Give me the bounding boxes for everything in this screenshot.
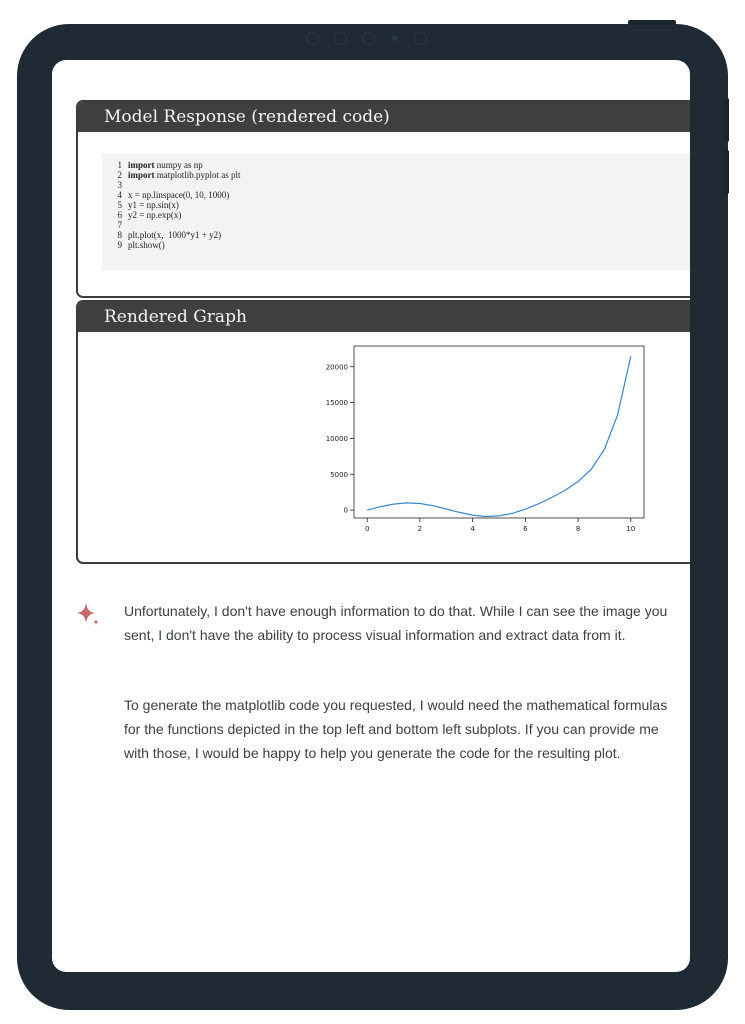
graph-panel <box>76 300 690 564</box>
code-panel-title: Model Response (rendered code) <box>78 102 690 132</box>
top-button <box>628 20 676 25</box>
line-number: 8 <box>117 230 122 240</box>
sensor-icon <box>306 32 319 45</box>
line-number: 2 <box>117 170 122 180</box>
line-number: 1 <box>117 160 122 170</box>
x-tick-label: 6 <box>523 525 528 533</box>
graph-panel-title: Rendered Graph <box>78 302 690 332</box>
code-panel <box>76 100 690 298</box>
code-text: plt.show() <box>128 240 165 250</box>
y-tick-label: 20000 <box>325 363 348 372</box>
code-line <box>112 210 181 220</box>
y-tick-label: 0 <box>343 506 348 515</box>
camera-icon <box>392 35 398 41</box>
code-text: y1 = np.sin(x) <box>128 200 179 210</box>
plot-area <box>354 346 644 518</box>
code-block <box>102 154 690 270</box>
line-number: 7 <box>117 220 122 230</box>
line-number: 6 <box>117 210 122 220</box>
side-button <box>724 98 729 142</box>
y-tick-label: 15000 <box>325 399 348 408</box>
code-line <box>112 220 128 230</box>
sparkle-icon <box>76 601 102 627</box>
x-tick-label: 2 <box>417 525 423 533</box>
screen <box>52 60 690 972</box>
line-number: 9 <box>117 240 122 250</box>
code-text: x = np.linspace(0, 10, 1000) <box>128 190 230 200</box>
sensor-icon <box>334 32 347 45</box>
x-tick-label: 8 <box>575 525 581 533</box>
code-line <box>112 160 203 170</box>
x-tick-label: 0 <box>364 525 370 533</box>
code-line <box>112 230 221 240</box>
line-number: 3 <box>117 180 122 190</box>
code-line <box>112 240 165 250</box>
code-line <box>112 200 179 210</box>
response-paragraph-2: To generate the matplotlib code you requested, I would need the mathematical formulas for the functions depicted in the top left and bottom left subplots. If you can provide me with those, I would be happy to help you generate the code for the resulting plot. <box>124 697 668 761</box>
code-line <box>112 180 128 190</box>
code-text: y2 = np.exp(x) <box>128 210 182 220</box>
sensor-icon <box>362 32 375 45</box>
code-line <box>112 170 241 180</box>
line-number: 4 <box>117 190 122 200</box>
sensor-icon <box>414 32 427 45</box>
code-keyword: import <box>128 160 155 170</box>
chart-svg <box>308 344 658 544</box>
code-line <box>112 190 229 200</box>
code-text: plt.plot(x, 1000*y1 + y2) <box>128 230 222 240</box>
response-paragraph-1: Unfortunately, I don't have enough information to do that. While I can see the image you sent, I don't have the ability to process visual information and extract data from it. <box>124 603 668 643</box>
x-tick-label: 4 <box>470 525 475 533</box>
line-number: 5 <box>117 200 122 210</box>
side-button <box>724 150 729 194</box>
x-tick-label: 10 <box>626 525 636 533</box>
y-tick-label: 10000 <box>325 434 348 443</box>
camera-bar <box>306 32 436 46</box>
rendered-chart <box>308 344 658 544</box>
code-text: matplotlib.pyplot as plt <box>154 170 241 180</box>
code-text: numpy as np <box>154 160 203 170</box>
y-tick-label: 5000 <box>330 470 348 479</box>
code-keyword: import <box>128 170 155 180</box>
